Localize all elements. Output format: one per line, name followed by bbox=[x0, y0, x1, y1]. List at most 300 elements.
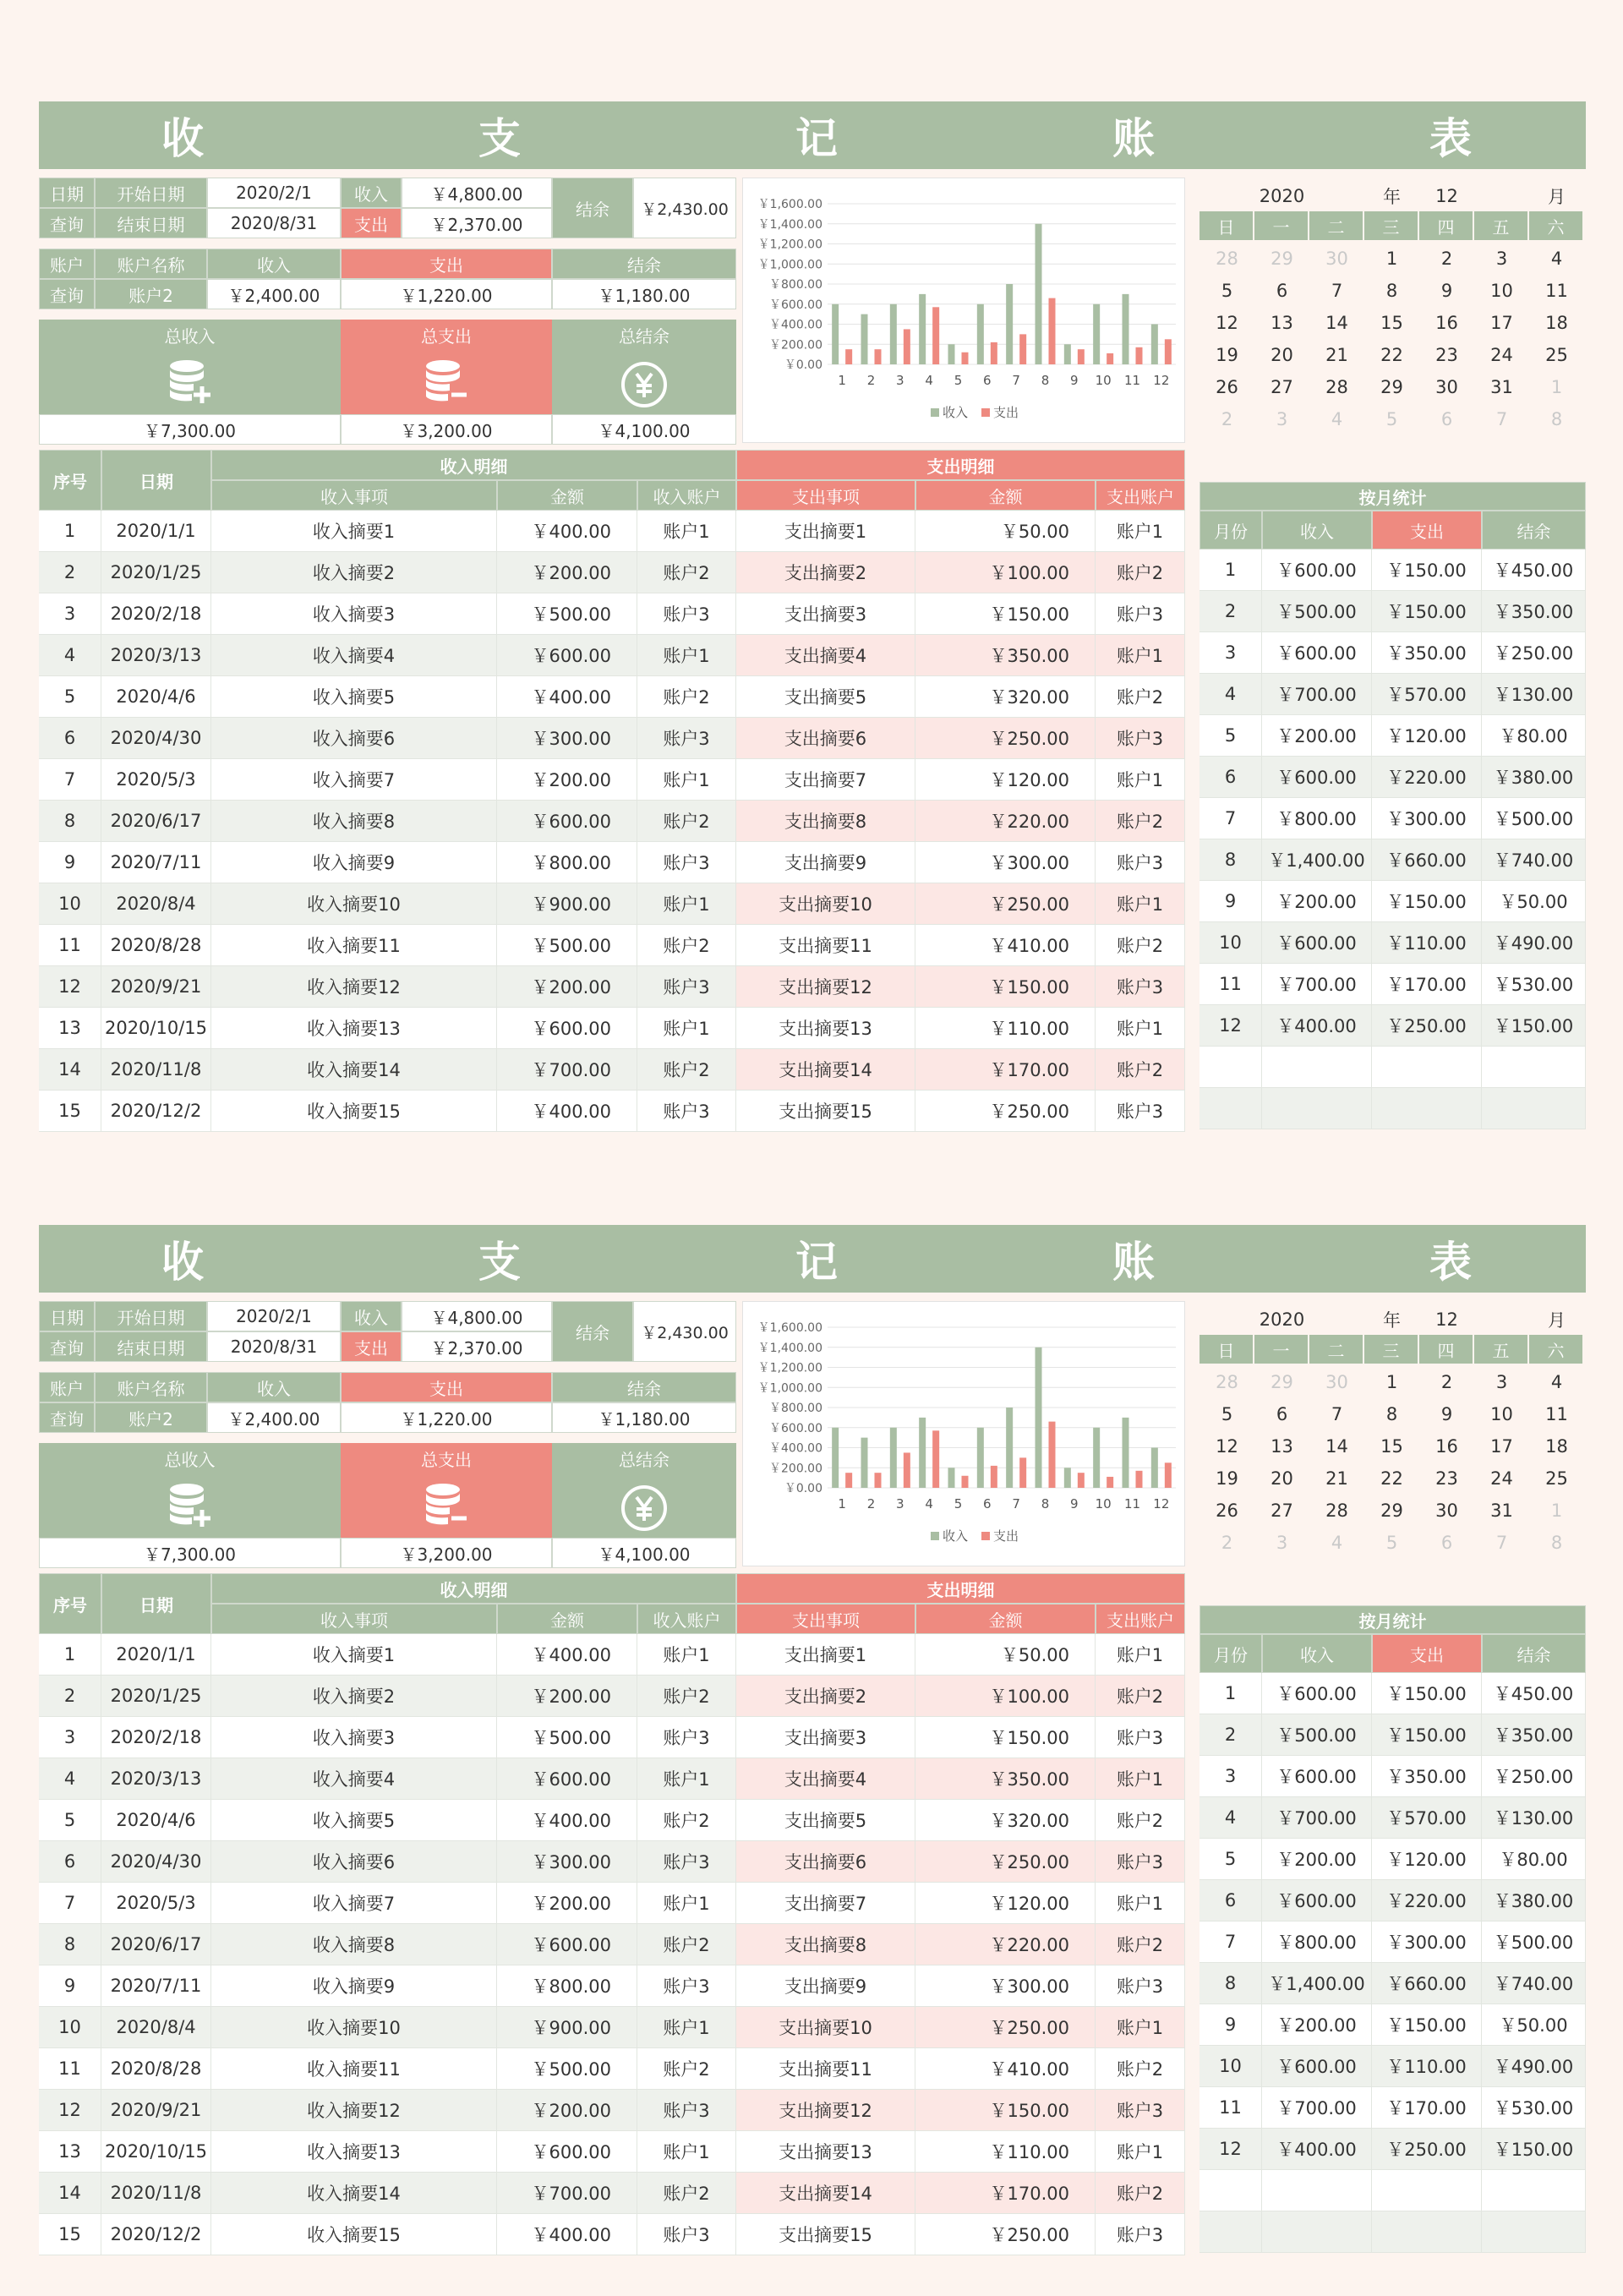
calendar-day[interactable]: 10 bbox=[1490, 1404, 1513, 1424]
monthly-balance: ￥350.00 bbox=[1482, 1714, 1586, 1756]
chart-bar-income bbox=[1093, 304, 1100, 364]
calendar-day[interactable]: 1 bbox=[1385, 249, 1398, 269]
row-expense-amount: ￥120.00 bbox=[915, 759, 1096, 801]
row-income-amount: ￥900.00 bbox=[497, 2007, 637, 2048]
chart-bar-income bbox=[1151, 1448, 1158, 1489]
monthly-income: ￥200.00 bbox=[1262, 1839, 1372, 1880]
chart-xtick-label: 6 bbox=[983, 373, 992, 388]
chart-bar-income bbox=[1151, 325, 1158, 365]
calendar-day[interactable]: 29 bbox=[1380, 1501, 1403, 1521]
calendar-day[interactable]: 13 bbox=[1271, 313, 1293, 333]
row-seq: 2 bbox=[39, 552, 101, 593]
row-expense-account: 账户2 bbox=[1096, 2173, 1185, 2214]
calendar-day[interactable]: 2 bbox=[1440, 1372, 1453, 1392]
end-date-input[interactable]: 2020/8/31 bbox=[207, 1331, 341, 1362]
monthly-expense: ￥570.00 bbox=[1372, 1797, 1482, 1839]
row-expense-account: 账户2 bbox=[1096, 801, 1185, 842]
row-income-account: 账户3 bbox=[637, 1965, 736, 2007]
calendar-day[interactable]: 30 bbox=[1435, 1501, 1458, 1521]
monthly-income: ￥800.00 bbox=[1262, 798, 1372, 839]
total-income-value: ￥7,300.00 bbox=[39, 414, 341, 445]
row-seq: 14 bbox=[39, 1049, 101, 1091]
calendar-day[interactable]: 16 bbox=[1435, 1436, 1458, 1457]
calendar-day[interactable]: 26 bbox=[1216, 1501, 1238, 1521]
calendar-day[interactable]: 30 bbox=[1325, 1372, 1348, 1392]
end-date-label: 结束日期 bbox=[95, 208, 207, 238]
row-expense-amount: ￥220.00 bbox=[915, 801, 1096, 842]
chart-xtick-label: 3 bbox=[896, 373, 904, 388]
account-name-select[interactable]: 账户2 bbox=[95, 1402, 207, 1433]
calendar-day[interactable]: 2 bbox=[1440, 249, 1453, 269]
table-row bbox=[39, 1008, 1185, 1049]
income-item-header: 收入事项 bbox=[211, 1604, 497, 1634]
chart-ytick-label: ￥1,600.00 bbox=[757, 198, 822, 211]
monthly-month: 6 bbox=[1199, 1880, 1262, 1922]
calendar-day[interactable]: 22 bbox=[1380, 1468, 1403, 1489]
row-expense-account: 账户2 bbox=[1096, 1049, 1185, 1091]
calendar-day[interactable]: 4 bbox=[1331, 409, 1343, 429]
account-label: 账户 bbox=[39, 249, 95, 279]
calendar-day[interactable]: 24 bbox=[1490, 1468, 1513, 1489]
calendar-day[interactable]: 29 bbox=[1271, 249, 1293, 269]
table-row bbox=[39, 966, 1185, 1008]
calendar-day[interactable]: 15 bbox=[1380, 313, 1403, 333]
income-account-header: 收入账户 bbox=[637, 1604, 736, 1634]
monthly-expense: ￥110.00 bbox=[1372, 2046, 1482, 2087]
monthly-balance: ￥80.00 bbox=[1482, 715, 1586, 757]
chart-bar-expense bbox=[991, 342, 997, 364]
calendar-day[interactable]: 19 bbox=[1216, 345, 1238, 365]
calendar-day[interactable]: 5 bbox=[1385, 409, 1398, 429]
total-expense-card bbox=[341, 320, 552, 414]
account-expense-header: 支出 bbox=[341, 249, 552, 279]
calendar-day[interactable]: 11 bbox=[1545, 1404, 1568, 1424]
calendar-day[interactable]: 11 bbox=[1545, 281, 1568, 301]
row-expense-amount: ￥50.00 bbox=[915, 511, 1096, 552]
monthly-balance: ￥130.00 bbox=[1482, 674, 1586, 715]
monthly-expense bbox=[1372, 1088, 1482, 1129]
total-expense-value: ￥3,200.00 bbox=[341, 1538, 552, 1568]
chart-bar-income bbox=[1006, 1408, 1013, 1488]
chart-bar-expense bbox=[962, 1476, 969, 1488]
monthly-income: ￥600.00 bbox=[1262, 632, 1372, 674]
calendar-day[interactable]: 31 bbox=[1490, 377, 1513, 397]
calendar-day[interactable]: 8 bbox=[1550, 1533, 1563, 1553]
row-expense-amount: ￥250.00 bbox=[915, 1841, 1096, 1883]
monthly-month bbox=[1199, 2170, 1262, 2211]
calendar-day[interactable]: 16 bbox=[1435, 313, 1458, 333]
calendar-day[interactable]: 9 bbox=[1440, 281, 1453, 301]
chart-ytick-label: ￥1,200.00 bbox=[757, 238, 822, 252]
monthly-expense: ￥660.00 bbox=[1372, 1963, 1482, 2004]
calendar-day[interactable]: 23 bbox=[1435, 1468, 1458, 1489]
calendar-day[interactable]: 15 bbox=[1380, 1436, 1403, 1457]
row-expense-amount: ￥170.00 bbox=[915, 2173, 1096, 2214]
calendar-day[interactable]: 7 bbox=[1331, 281, 1343, 301]
row-expense-account: 账户1 bbox=[1096, 635, 1185, 676]
calendar-day[interactable]: 3 bbox=[1495, 1372, 1508, 1392]
title-char: 支 bbox=[478, 1238, 521, 1287]
row-expense-account: 账户2 bbox=[1096, 1676, 1185, 1717]
calendar-day[interactable]: 7 bbox=[1331, 1404, 1343, 1424]
monthly-balance: ￥50.00 bbox=[1482, 2004, 1586, 2046]
date-label: 日期 bbox=[39, 178, 95, 208]
calendar-day[interactable]: 8 bbox=[1385, 281, 1398, 301]
calendar-day[interactable]: 2 bbox=[1221, 1533, 1233, 1553]
calendar-month[interactable]: 12 bbox=[1435, 1309, 1458, 1330]
row-income-amount: ￥800.00 bbox=[497, 1965, 637, 2007]
row-expense-account: 账户3 bbox=[1096, 2090, 1185, 2131]
row-seq: 2 bbox=[39, 1676, 101, 1717]
row-income-amount: ￥400.00 bbox=[497, 676, 637, 718]
calendar-day[interactable]: 30 bbox=[1435, 377, 1458, 397]
calendar-day[interactable]: 18 bbox=[1545, 1436, 1568, 1457]
calendar-day[interactable]: 10 bbox=[1490, 281, 1513, 301]
table-row bbox=[39, 759, 1185, 801]
monthly-month: 3 bbox=[1199, 632, 1262, 674]
row-income-amount: ￥300.00 bbox=[497, 718, 637, 759]
row-expense-amount: ￥120.00 bbox=[915, 1883, 1096, 1924]
chart-bar-income bbox=[977, 1428, 984, 1488]
calendar-day[interactable]: 29 bbox=[1380, 377, 1403, 397]
row-income-amount: ￥400.00 bbox=[497, 1800, 637, 1841]
account-balance-header: 结余 bbox=[552, 1372, 736, 1402]
calendar-day[interactable]: 7 bbox=[1495, 1533, 1508, 1553]
monthly-balance bbox=[1482, 1047, 1586, 1088]
chart-bar-expense bbox=[1078, 1473, 1085, 1488]
monthly-month: 3 bbox=[1199, 1756, 1262, 1797]
calendar-day[interactable]: 5 bbox=[1221, 1404, 1233, 1424]
calendar-day[interactable]: 1 bbox=[1550, 1501, 1563, 1521]
calendar-day[interactable]: 3 bbox=[1276, 409, 1288, 429]
calendar-weekday: 二 bbox=[1309, 211, 1363, 240]
monthly-balance: ￥150.00 bbox=[1482, 1005, 1586, 1047]
row-expense-account: 账户1 bbox=[1096, 1634, 1185, 1676]
calendar-weekday: 四 bbox=[1419, 1335, 1473, 1364]
coins-plus-icon bbox=[165, 359, 216, 407]
calendar-day[interactable]: 6 bbox=[1440, 409, 1453, 429]
row-income-item: 收入摘要1 bbox=[211, 1634, 497, 1676]
calendar-day[interactable]: 12 bbox=[1216, 1436, 1238, 1457]
row-expense-account: 账户1 bbox=[1096, 2131, 1185, 2173]
calendar-day[interactable]: 9 bbox=[1440, 1404, 1453, 1424]
monthly-expense: ￥150.00 bbox=[1372, 591, 1482, 632]
monthly-expense: ￥150.00 bbox=[1372, 1673, 1482, 1714]
monthly-expense: ￥300.00 bbox=[1372, 798, 1482, 839]
row-expense-amount: ￥220.00 bbox=[915, 1924, 1096, 1965]
row-income-item: 收入摘要3 bbox=[211, 593, 497, 635]
row-expense-item: 支出摘要11 bbox=[736, 2048, 915, 2090]
row-seq: 4 bbox=[39, 635, 101, 676]
table-row bbox=[39, 511, 1185, 552]
monthly-month: 10 bbox=[1199, 2046, 1262, 2087]
row-income-account: 账户3 bbox=[637, 2214, 736, 2255]
calendar-weekday: 日 bbox=[1199, 1335, 1253, 1364]
chart-bar-expense bbox=[962, 353, 969, 364]
start-date-label: 开始日期 bbox=[95, 1301, 207, 1331]
monthly-month-header: 月份 bbox=[1199, 1634, 1262, 1673]
balance-label: 结余 bbox=[552, 178, 633, 238]
calendar-day[interactable]: 26 bbox=[1216, 377, 1238, 397]
calendar-day[interactable]: 5 bbox=[1221, 281, 1233, 301]
calendar-year[interactable]: 2020 bbox=[1259, 1309, 1305, 1330]
monthly-balance bbox=[1482, 1088, 1586, 1129]
calendar-day[interactable]: 30 bbox=[1325, 249, 1348, 269]
expense-account-header: 支出账户 bbox=[1096, 1604, 1185, 1634]
calendar-day[interactable]: 21 bbox=[1325, 1468, 1348, 1489]
table-row bbox=[39, 718, 1185, 759]
chart-bar-expense bbox=[1136, 347, 1143, 364]
account-query-label: 查询 bbox=[39, 1402, 95, 1433]
calendar-day[interactable]: 17 bbox=[1490, 1436, 1513, 1457]
legend-label-income: 收入 bbox=[943, 1528, 969, 1544]
monthly-balance: ￥350.00 bbox=[1482, 591, 1586, 632]
row-income-account: 账户2 bbox=[637, 676, 736, 718]
row-expense-account: 账户3 bbox=[1096, 1965, 1185, 2007]
table-row bbox=[39, 2131, 1185, 2173]
calendar-day[interactable]: 31 bbox=[1490, 1501, 1513, 1521]
row-seq: 12 bbox=[39, 2090, 101, 2131]
date-header: 日期 bbox=[101, 1573, 211, 1634]
row-income-item: 收入摘要12 bbox=[211, 2090, 497, 2131]
row-expense-item: 支出摘要12 bbox=[736, 966, 915, 1008]
row-income-amount: ￥200.00 bbox=[497, 1883, 637, 1924]
monthly-expense: ￥150.00 bbox=[1372, 881, 1482, 922]
total-balance-card bbox=[552, 320, 736, 414]
monthly-balance-header: 结余 bbox=[1482, 511, 1586, 549]
calendar-day[interactable]: 28 bbox=[1325, 1501, 1348, 1521]
row-date: 2020/10/15 bbox=[101, 2131, 211, 2173]
table-row bbox=[39, 2007, 1185, 2048]
account-name-select[interactable]: 账户2 bbox=[95, 279, 207, 309]
monthly-balance-header: 结余 bbox=[1482, 1634, 1586, 1673]
monthly-expense-header: 支出 bbox=[1372, 511, 1482, 549]
calendar-day[interactable]: 20 bbox=[1271, 1468, 1293, 1489]
calendar-day[interactable]: 25 bbox=[1545, 345, 1568, 365]
chart-xtick-label: 6 bbox=[983, 1496, 992, 1512]
chart-xtick-label: 9 bbox=[1070, 1496, 1079, 1512]
calendar-day[interactable]: 22 bbox=[1380, 345, 1403, 365]
monthly-expense: ￥150.00 bbox=[1372, 549, 1482, 591]
expense-amount-header: 金额 bbox=[915, 480, 1096, 511]
row-date: 2020/8/28 bbox=[101, 925, 211, 966]
calendar-day[interactable]: 5 bbox=[1385, 1533, 1398, 1553]
income-account-header: 收入账户 bbox=[637, 480, 736, 511]
row-date: 2020/4/6 bbox=[101, 1800, 211, 1841]
calendar-day[interactable]: 3 bbox=[1276, 1533, 1288, 1553]
calendar-day[interactable]: 13 bbox=[1271, 1436, 1293, 1457]
monthly-balance: ￥530.00 bbox=[1482, 2087, 1586, 2129]
chart-bar-expense bbox=[1049, 1422, 1056, 1488]
row-income-account: 账户3 bbox=[637, 842, 736, 883]
row-seq: 5 bbox=[39, 676, 101, 718]
monthly-expense: ￥250.00 bbox=[1372, 2129, 1482, 2170]
calendar-day[interactable]: 3 bbox=[1495, 249, 1508, 269]
monthly-balance: ￥500.00 bbox=[1482, 798, 1586, 839]
row-expense-amount: ￥410.00 bbox=[915, 925, 1096, 966]
chart-ytick-label: ￥400.00 bbox=[769, 1441, 822, 1456]
row-date: 2020/6/17 bbox=[101, 801, 211, 842]
table-row bbox=[39, 1634, 1185, 1676]
monthly-expense: ￥150.00 bbox=[1372, 1714, 1482, 1756]
calendar-day[interactable]: 17 bbox=[1490, 313, 1513, 333]
calendar-day[interactable]: 27 bbox=[1271, 1501, 1293, 1521]
calendar-day[interactable]: 19 bbox=[1216, 1468, 1238, 1489]
calendar-day[interactable]: 4 bbox=[1331, 1533, 1343, 1553]
chart-bar-income bbox=[832, 304, 839, 364]
calendar-day[interactable]: 4 bbox=[1550, 249, 1563, 269]
account-expense-value: ￥1,220.00 bbox=[341, 279, 552, 309]
calendar-day[interactable]: 21 bbox=[1325, 345, 1348, 365]
calendar-weekday: 日 bbox=[1199, 211, 1253, 240]
start-date-input[interactable]: 2020/2/1 bbox=[207, 1301, 341, 1331]
chart-xtick-label: 2 bbox=[866, 1496, 876, 1512]
calendar-day[interactable]: 8 bbox=[1550, 409, 1563, 429]
monthly-expense: ￥660.00 bbox=[1372, 839, 1482, 881]
balance-value: ￥2,430.00 bbox=[633, 1301, 736, 1362]
chart-bar-income bbox=[832, 1428, 839, 1488]
monthly-month: 9 bbox=[1199, 881, 1262, 922]
monthly-month: 12 bbox=[1199, 1005, 1262, 1047]
monthly-expense: ￥110.00 bbox=[1372, 922, 1482, 964]
total-income-value: ￥7,300.00 bbox=[39, 1538, 341, 1568]
row-seq: 13 bbox=[39, 2131, 101, 2173]
calendar-day[interactable]: 6 bbox=[1276, 281, 1288, 301]
table-row bbox=[39, 676, 1185, 718]
row-date: 2020/5/3 bbox=[101, 1883, 211, 1924]
start-date-input[interactable]: 2020/2/1 bbox=[207, 178, 341, 208]
calendar-day[interactable]: 4 bbox=[1550, 1372, 1563, 1392]
chart-ytick-label: ￥600.00 bbox=[769, 1421, 822, 1435]
calendar-day[interactable]: 27 bbox=[1271, 377, 1293, 397]
account-expense-header: 支出 bbox=[341, 1372, 552, 1402]
calendar-day[interactable]: 24 bbox=[1490, 345, 1513, 365]
account-label: 账户 bbox=[39, 1372, 95, 1402]
row-seq: 6 bbox=[39, 718, 101, 759]
monthly-income bbox=[1262, 1047, 1372, 1088]
monthly-balance: ￥150.00 bbox=[1482, 2129, 1586, 2170]
row-expense-item: 支出摘要2 bbox=[736, 1676, 915, 1717]
end-date-input[interactable]: 2020/8/31 bbox=[207, 208, 341, 238]
table-row bbox=[39, 2173, 1185, 2214]
calendar-year[interactable]: 2020 bbox=[1259, 186, 1305, 206]
row-expense-item: 支出摘要13 bbox=[736, 2131, 915, 2173]
calendar-day[interactable]: 29 bbox=[1271, 1372, 1293, 1392]
chart-bar-income bbox=[861, 314, 868, 364]
legend-swatch-expense bbox=[981, 1532, 990, 1540]
monthly-income: ￥600.00 bbox=[1262, 1673, 1372, 1714]
row-date: 2020/8/4 bbox=[101, 883, 211, 925]
table-row bbox=[39, 1800, 1185, 1841]
row-date: 2020/8/28 bbox=[101, 2048, 211, 2090]
calendar-day[interactable]: 2 bbox=[1221, 409, 1233, 429]
chart-xtick-label: 4 bbox=[925, 1496, 933, 1512]
monthly-expense: ￥350.00 bbox=[1372, 1756, 1482, 1797]
calendar-day[interactable]: 18 bbox=[1545, 313, 1568, 333]
chart-bar-expense bbox=[1078, 349, 1085, 364]
calendar-day[interactable]: 7 bbox=[1495, 409, 1508, 429]
chart-bar-expense bbox=[875, 349, 882, 364]
row-income-item: 收入摘要10 bbox=[211, 883, 497, 925]
row-seq: 9 bbox=[39, 842, 101, 883]
chart-xtick-label: 10 bbox=[1095, 1496, 1112, 1512]
calendar-day[interactable]: 6 bbox=[1276, 1404, 1288, 1424]
chart-ytick-label: ￥1,000.00 bbox=[757, 258, 822, 272]
income-detail-group: 收入明细 bbox=[211, 450, 736, 480]
calendar-month[interactable]: 12 bbox=[1435, 186, 1458, 206]
table-row bbox=[39, 1717, 1185, 1758]
calendar-day[interactable]: 6 bbox=[1440, 1533, 1453, 1553]
income-amount-header: 金额 bbox=[497, 480, 637, 511]
table-row bbox=[39, 635, 1185, 676]
row-seq: 10 bbox=[39, 883, 101, 925]
monthly-month: 11 bbox=[1199, 2087, 1262, 2129]
row-income-account: 账户2 bbox=[637, 2173, 736, 2214]
monthly-month: 11 bbox=[1199, 964, 1262, 1005]
chart-bar-expense bbox=[875, 1473, 882, 1488]
calendar-day[interactable]: 28 bbox=[1216, 1372, 1238, 1392]
chart-xtick-label: 8 bbox=[1041, 373, 1050, 388]
row-income-account: 账户1 bbox=[637, 759, 736, 801]
row-income-item: 收入摘要13 bbox=[211, 2131, 497, 2173]
calendar-day[interactable]: 28 bbox=[1325, 377, 1348, 397]
monthly-month: 7 bbox=[1199, 798, 1262, 839]
calendar-day[interactable]: 14 bbox=[1325, 1436, 1348, 1457]
chart-bar-expense bbox=[904, 1452, 910, 1488]
monthly-balance: ￥250.00 bbox=[1482, 1756, 1586, 1797]
yuan-icon bbox=[619, 1483, 669, 1533]
calendar-day[interactable]: 20 bbox=[1271, 345, 1293, 365]
monthly-income: ￥600.00 bbox=[1262, 922, 1372, 964]
monthly-income: ￥700.00 bbox=[1262, 2087, 1372, 2129]
monthly-month: 6 bbox=[1199, 757, 1262, 798]
calendar-day[interactable]: 8 bbox=[1385, 1404, 1398, 1424]
row-expense-item: 支出摘要5 bbox=[736, 1800, 915, 1841]
chart-ytick-label: ￥1,000.00 bbox=[757, 1381, 822, 1396]
calendar-day[interactable]: 25 bbox=[1545, 1468, 1568, 1489]
calendar-weekday: 六 bbox=[1529, 1335, 1582, 1364]
monthly-month: 4 bbox=[1199, 674, 1262, 715]
legend-label-income: 收入 bbox=[943, 405, 969, 420]
monthly-balance bbox=[1482, 2170, 1586, 2211]
chart-bar-expense bbox=[1165, 1462, 1172, 1488]
monthly-balance: ￥740.00 bbox=[1482, 1963, 1586, 2004]
calendar-day[interactable]: 23 bbox=[1435, 345, 1458, 365]
row-expense-account: 账户1 bbox=[1096, 1883, 1185, 1924]
row-income-account: 账户3 bbox=[637, 1841, 736, 1883]
calendar-day[interactable]: 12 bbox=[1216, 313, 1238, 333]
total-income-card bbox=[39, 1443, 341, 1538]
expense-value: ￥2,370.00 bbox=[402, 1331, 552, 1362]
monthly-expense: ￥300.00 bbox=[1372, 1922, 1482, 1963]
table-row bbox=[39, 1676, 1185, 1717]
row-income-account: 账户1 bbox=[637, 635, 736, 676]
row-income-item: 收入摘要7 bbox=[211, 759, 497, 801]
calendar-day[interactable]: 1 bbox=[1550, 377, 1563, 397]
row-income-amount: ￥500.00 bbox=[497, 593, 637, 635]
chart-bar-expense bbox=[1107, 353, 1113, 364]
coins-minus-icon bbox=[421, 1483, 472, 1530]
calendar-day[interactable]: 28 bbox=[1216, 249, 1238, 269]
calendar-day[interactable]: 1 bbox=[1385, 1372, 1398, 1392]
row-income-item: 收入摘要6 bbox=[211, 1841, 497, 1883]
monthly-month: 9 bbox=[1199, 2004, 1262, 2046]
income-value: ￥4,800.00 bbox=[402, 178, 552, 208]
row-income-account: 账户1 bbox=[637, 2007, 736, 2048]
row-expense-amount: ￥50.00 bbox=[915, 1634, 1096, 1676]
monthly-month: 1 bbox=[1199, 549, 1262, 591]
calendar-day[interactable]: 14 bbox=[1325, 313, 1348, 333]
